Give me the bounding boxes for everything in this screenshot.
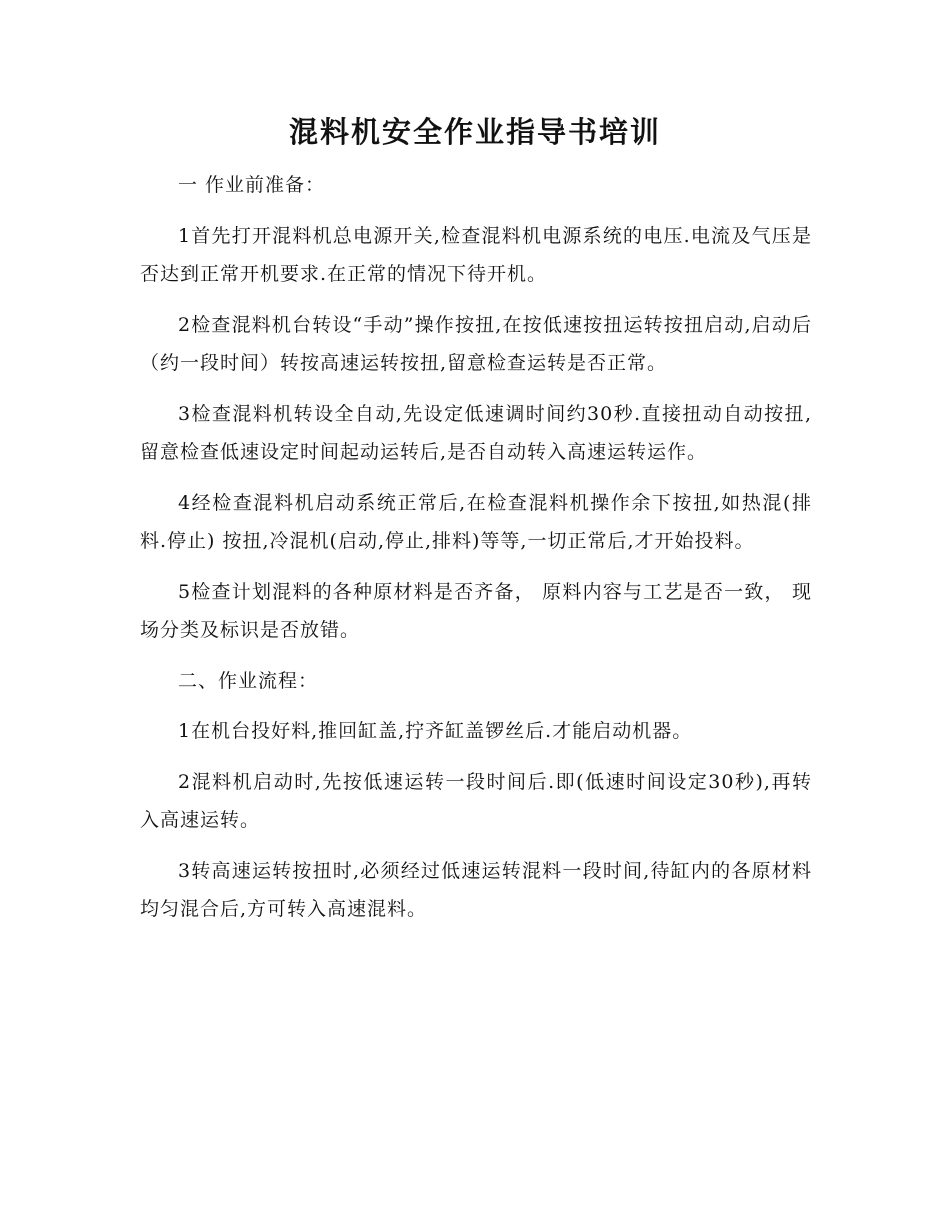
section-heading-preparation: 一 作业前准备： xyxy=(178,174,326,196)
document-title: 混料机安全作业指导书培训 xyxy=(288,115,661,149)
preparation-item-5: 5检查计划混料的各种原材料是否齐备， 原料内容与工艺是否一致， 现场分类及标识是否放错。 xyxy=(140,580,812,641)
preparation-item-1: 1首先打开混料机总电源开关,检查混料机电源系统的电压.电流及气压是否达到正常开机要求.在正常的情况下待开机。 xyxy=(140,224,812,285)
process-item-3: 3转高速运转按扭时,必须经过低速运转混料一段时间,待缸内的各原材料均匀混合后,方可转入高速混料。 xyxy=(140,859,812,920)
process-item-2: 2混料机启动时,先按低速运转一段时间后.即(低速时间设定30秒),再转入高速运转。 xyxy=(140,770,812,831)
preparation-item-3: 3检查混料机转设全自动,先设定低速调时间约30秒.直接扭动自动按扭,留意检查低速设定时间起动运转后,是否自动转入高速运转运作。 xyxy=(140,402,812,463)
preparation-item-4: 4经检查混料机启动系统正常后,在检查混料机操作余下按扭,如热混(排料.停止) 按扭,冷混机(启动,停止,排料)等等,一切正常后,才开始投料。 xyxy=(140,491,812,552)
section-heading-process: 二、作业流程： xyxy=(178,669,319,692)
process-item-1: 1在机台投好料,推回缸盖,拧齐缸盖锣丝后.才能启动机器。 xyxy=(178,720,693,742)
preparation-item-2: 2检查混料机台转设“手动”操作按扭,在按低速按扭运转按扭启动,启动后（约一段时间）转按高速运转按扭,留意检查运转是否正常。 xyxy=(140,313,812,374)
document-body xyxy=(140,166,812,941)
